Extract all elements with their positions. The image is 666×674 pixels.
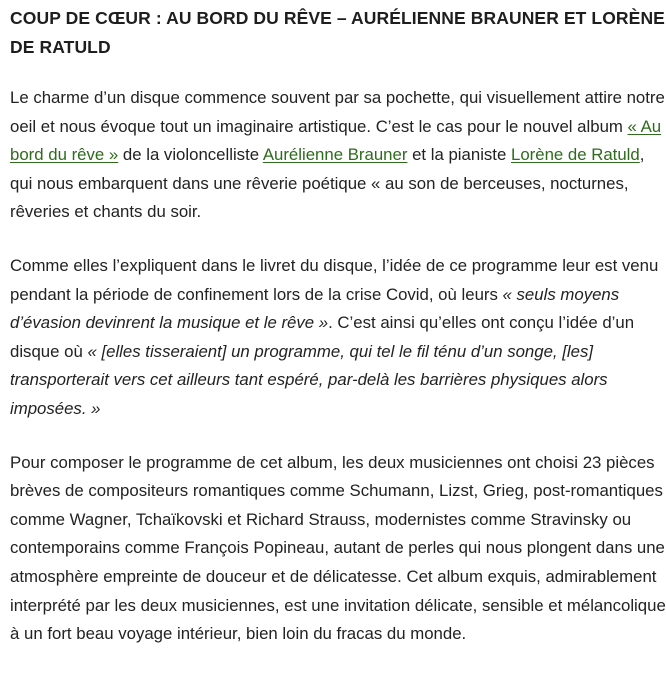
paragraph-text: Le charme d’un disque commence souvent par sa pochette, qui visuellement attire notre oeil et nous évoque tout un imaginaire artistique. C’est le cas pour le nouvel album (10, 88, 665, 136)
paragraph-program: Pour composer le programme de cet album, les deux musiciennes ont choisi 23 pièces brèves de compositeurs romantiques comme Schumann, Lizst, Grieg, post-romantiques comme Wagner, Tchaïkovski et Richard Strauss, modernistes comme Stravinsky ou contemporains comme François Popineau, autant de perles qui nous plongent dans une atmosphère empreinte de douceur et de délicatesse. Cet album exquis, admirablement interprété par les deux musiciennes, est une invitation délicate, sensible et mélancolique à un fort beau voyage intérieur, bien loin du fracas du monde. (10, 452, 666, 644)
paragraph-context (10, 252, 666, 424)
pianist-link[interactable]: Lorène de Ratuld (510, 145, 640, 165)
album-link[interactable]: « Au bord du rêve » (10, 116, 662, 165)
paragraph-text: . C’est ainsi qu’elles ont conçu l’idée d’un disque où (10, 313, 635, 361)
paragraph-text: et la pianiste (407, 145, 511, 165)
paragraph-text: Comme elles l’expliquent dans le livret du disque, l’idée de ce programme leur est venu pendant la période de confinement lors de la crise Covid, où leurs (10, 255, 659, 304)
paragraph-intro (10, 84, 666, 227)
article-title: COUP DE CŒUR : AU BORD DU RÊVE – AURÉLIENNE BRAUNER ET LORÈNE DE RATULD (10, 8, 665, 57)
cellist-link[interactable]: Aurélienne Brauner (262, 145, 408, 165)
paragraph-text: de la violoncelliste (118, 145, 263, 165)
paragraph-text: , qui nous embarquent dans une rêverie poétique « au son de berceuses, nocturnes, rêveries et chants du soir. (10, 145, 645, 222)
quote-programme: « [elles tisseraient] un programme, qui tel le fil ténu d’un songe, [les] transporterait vers cet ailleurs tant espéré, par-delà les barrières physiques alors imposées. » (10, 341, 608, 418)
quote-evasion: « seuls moyens d’évasion devinrent la musique et le rêve » (10, 284, 620, 333)
